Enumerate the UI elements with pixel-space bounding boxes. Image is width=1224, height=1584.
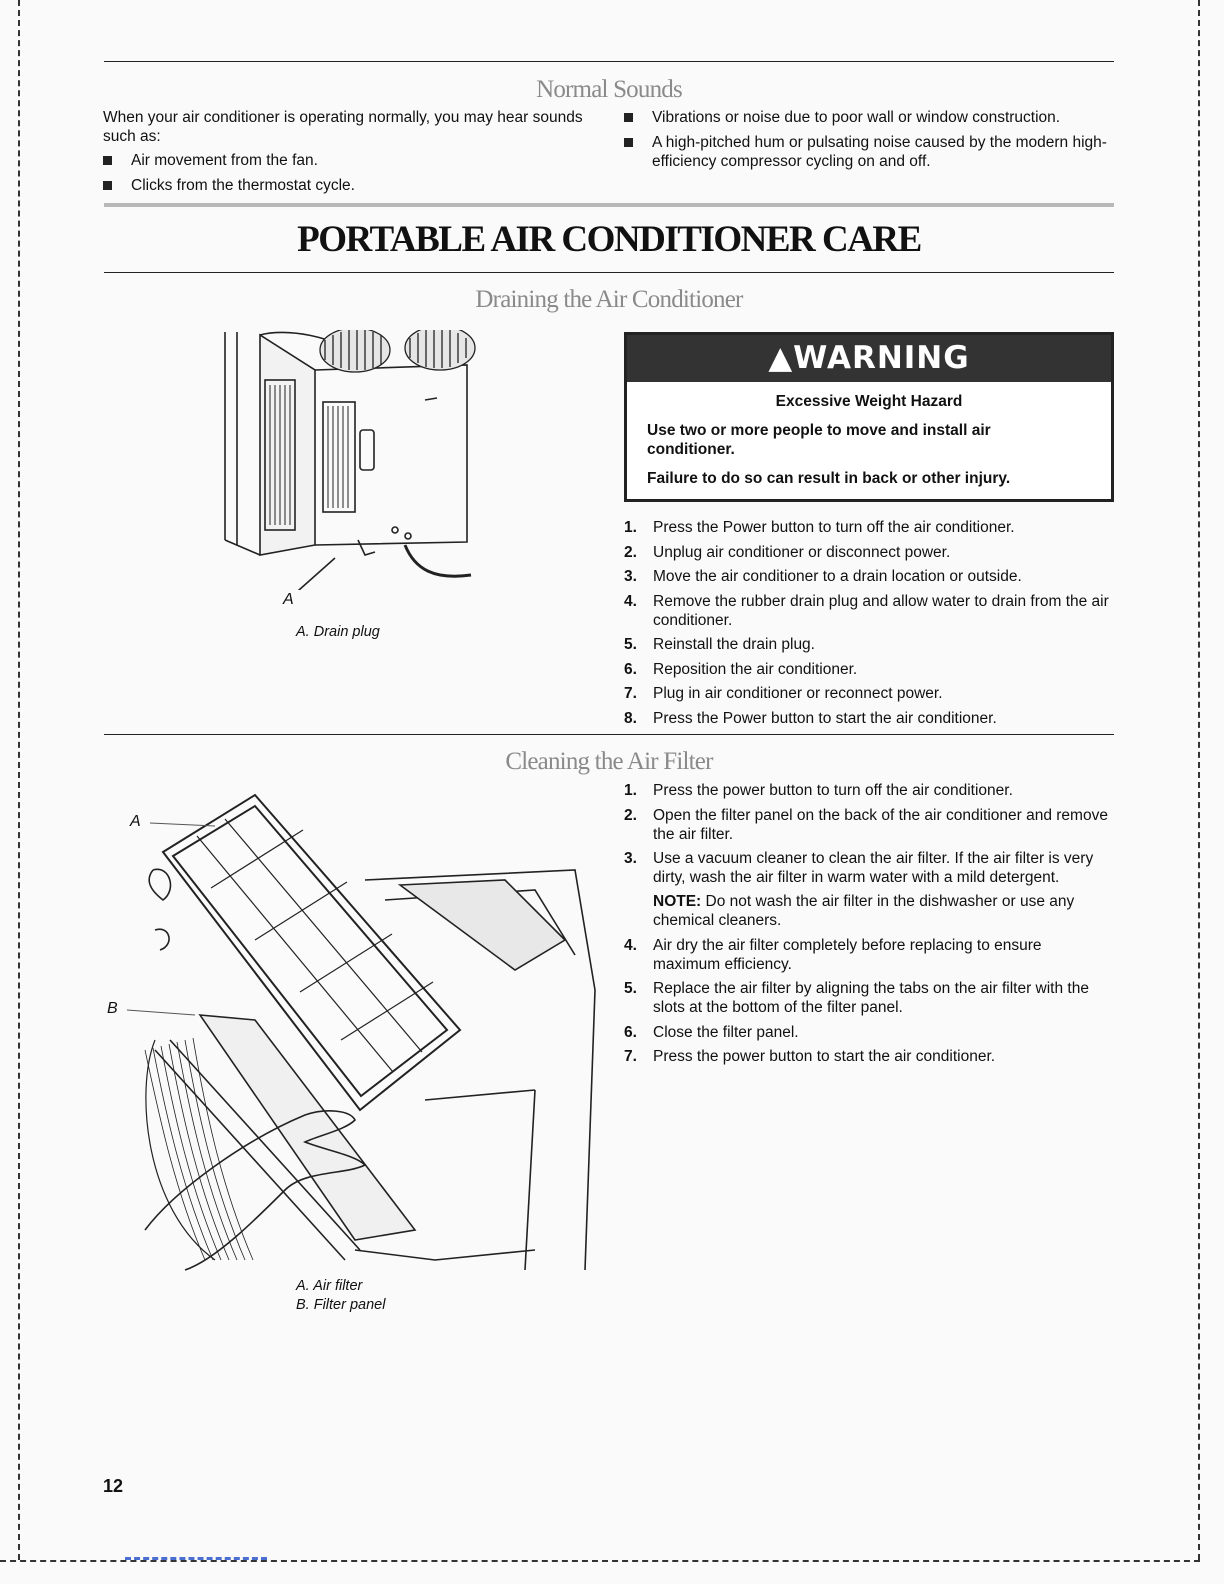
crop-mark-left bbox=[18, 0, 20, 1560]
list-item: 3. Move the air conditioner to a drain location or outside. bbox=[624, 568, 1022, 585]
section-rule bbox=[104, 734, 1114, 735]
list-item: 6. Reposition the air conditioner. bbox=[624, 660, 858, 678]
bullet-square-icon bbox=[103, 181, 112, 190]
note: NOTE: Do not wash the air filter in the dishwasher or use any chemical cleaners. bbox=[653, 893, 1075, 929]
normal-sound-bullet: Clicks from the thermostat cycle. bbox=[103, 176, 591, 195]
figure-label-a: A bbox=[130, 813, 141, 830]
bullet-square-icon bbox=[103, 156, 112, 165]
bullet-square-icon bbox=[624, 138, 633, 147]
list-item: 4. Air dry the air filter completely before replacing to ensure maximum efficiency. bbox=[624, 936, 1042, 973]
cleaning-title: Cleaning the Air Filter bbox=[505, 748, 713, 775]
warning-instruction: Use two or more people to move and install air conditioner. bbox=[647, 422, 991, 458]
list-item: 2. Open the filter panel on the back of the air conditioner and remove the air filter. bbox=[624, 806, 1108, 843]
list-item: 5. Replace the air filter by aligning the tabs on the air filter with the slots at the bottom of the filter panel. bbox=[624, 980, 1089, 1016]
figure-label-b: B bbox=[107, 1000, 118, 1017]
crop-mark-bottom bbox=[0, 1560, 1200, 1562]
list-item: 4. Remove the rubber drain plug and allow water to drain from the air conditioner. bbox=[624, 592, 1109, 629]
list-item: 2. Unplug air conditioner or disconnect power. bbox=[624, 543, 951, 561]
list-item: 7. Press the power button to start the air conditioner. bbox=[624, 1048, 996, 1065]
section-divider bbox=[104, 203, 1114, 207]
warning-box bbox=[624, 332, 1114, 502]
title-rule bbox=[104, 272, 1114, 273]
air-filter-illustration bbox=[115, 790, 605, 1280]
bullet-square-icon bbox=[624, 113, 633, 122]
top-rule bbox=[104, 61, 1114, 62]
list-item: 7. Plug in air conditioner or reconnect power. bbox=[624, 685, 943, 702]
list-item: 8. Press the Power button to start the air conditioner. bbox=[624, 709, 997, 727]
filter-panel-caption: B. Filter panel bbox=[296, 1297, 386, 1313]
warning-triangle-icon: ▲ bbox=[768, 340, 794, 376]
normal-sound-bullet: Vibrations or noise due to poor wall or window construction. bbox=[624, 108, 1114, 127]
list-item: 3. Use a vacuum cleaner to clean the air filter. If the air filter is very dirty, wash the air filter in warm water with a mild detergent. NOTE: Do not wash the air filter in the dishwasher or use any chemical cleaners. bbox=[624, 849, 1109, 930]
draining-steps bbox=[624, 518, 1109, 733]
list-item: 1. Press the power button to turn off the air conditioner. bbox=[624, 782, 1013, 799]
warning-consequence: Failure to do so can result in back or other injury. bbox=[647, 470, 1011, 487]
normal-sounds-title: Normal Sounds bbox=[536, 76, 682, 103]
list-item: 6. Close the filter panel. bbox=[624, 1023, 799, 1041]
normal-sounds-intro: When your air conditioner is operating normally, you may hear sounds such as: bbox=[103, 109, 583, 145]
warning-hazard: Excessive Weight Hazard bbox=[775, 393, 963, 410]
air-conditioner-drain-illustration bbox=[215, 330, 485, 590]
cleaning-steps bbox=[624, 781, 1109, 1072]
normal-sound-bullet: A high-pitched hum or pulsating noise caused by the modern high-efficiency compressor cycling on and off. bbox=[624, 133, 1114, 171]
warning-header: ▲WARNING bbox=[627, 335, 1111, 382]
list-item: 1. Press the Power button to turn off the air conditioner. bbox=[624, 519, 1015, 536]
selection-marker bbox=[125, 1557, 267, 1560]
page-number: 12 bbox=[103, 1476, 124, 1496]
air-filter-caption: A. Air filter bbox=[296, 1278, 363, 1294]
drain-plug-caption: A. Drain plug bbox=[296, 624, 380, 640]
figure-label-a: A bbox=[283, 591, 294, 608]
page-title: PORTABLE AIR CONDITIONER CARE bbox=[297, 219, 921, 260]
draining-title: Draining the Air Conditioner bbox=[475, 286, 743, 313]
list-item: 5. Reinstall the drain plug. bbox=[624, 636, 815, 653]
crop-mark-right bbox=[1198, 0, 1200, 1560]
normal-sound-bullet: Air movement from the fan. bbox=[103, 151, 591, 170]
